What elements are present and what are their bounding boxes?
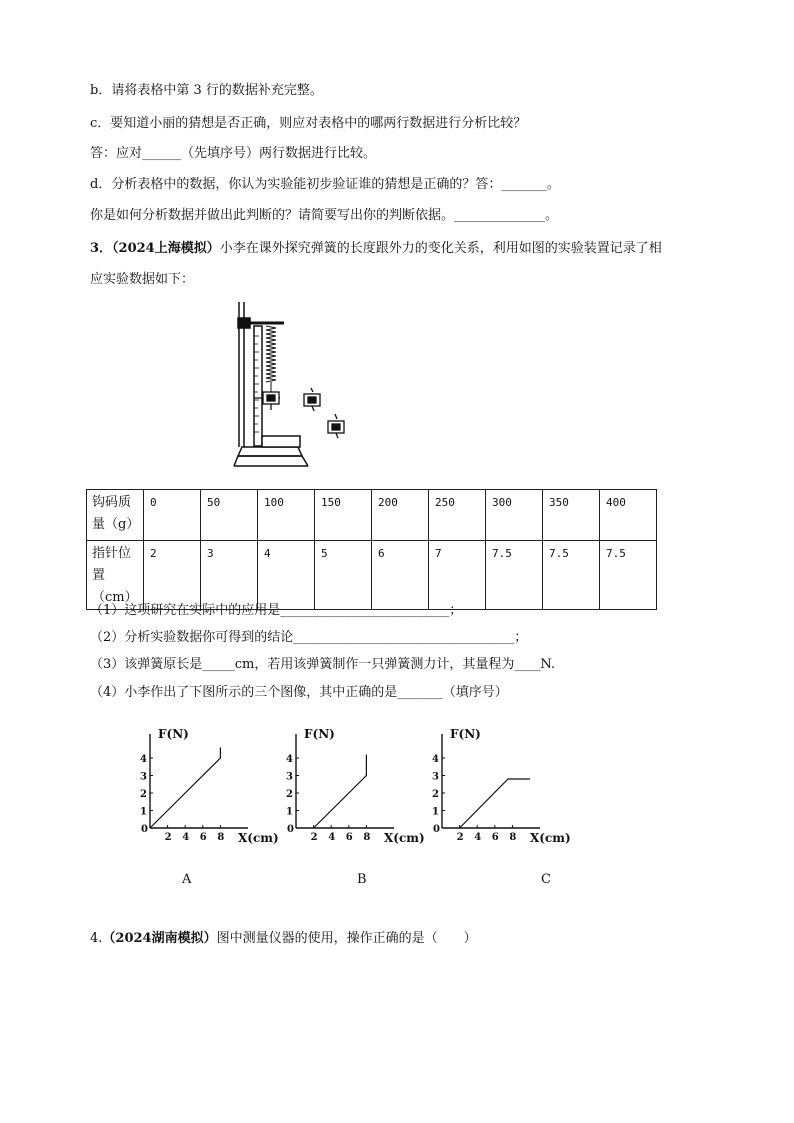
y-axis-label: F(N) bbox=[304, 727, 335, 741]
sub-question-1: （1）这项研究在实际中的应用是__________________________； bbox=[90, 603, 463, 618]
table-cell: 400 bbox=[600, 490, 657, 541]
y-tick-label: 1 bbox=[432, 806, 439, 818]
y-tick-label: 2 bbox=[286, 789, 293, 800]
y-tick-label: 2 bbox=[432, 789, 439, 800]
x-tick-label: 8 bbox=[509, 832, 517, 843]
table-header-mass: 钩码质量（g） bbox=[87, 490, 144, 541]
table-header-position: 指针位置（cm） bbox=[87, 541, 144, 610]
table-cell: 7.5 bbox=[543, 541, 600, 610]
y-axis-label: F(N) bbox=[450, 727, 481, 741]
table-cell: 3 bbox=[201, 541, 258, 610]
table-cell: 100 bbox=[258, 490, 315, 541]
question-c: c．要知道小丽的猜想是否正确，则应对表格中的哪两行数据进行分析比较？ bbox=[90, 116, 527, 131]
x-tick-label: 8 bbox=[363, 832, 371, 843]
question-4-source: （2024湖南模拟） bbox=[102, 931, 217, 946]
table-cell: 300 bbox=[486, 490, 543, 541]
graph-a bbox=[136, 724, 286, 848]
table-row bbox=[87, 490, 657, 541]
table-cell: 6 bbox=[372, 541, 429, 610]
table-cell: 5 bbox=[315, 541, 372, 610]
origin-label: 0 bbox=[287, 824, 294, 835]
table-cell: 7.5 bbox=[486, 541, 543, 610]
x-tick-label: 6 bbox=[345, 832, 353, 843]
question-3-number: 3． bbox=[90, 241, 113, 256]
y-tick-label: 2 bbox=[140, 789, 147, 800]
sub-question-4: （4）小李作出了下图所示的三个图像，其中正确的是_______（填序号） bbox=[90, 685, 508, 700]
question-3-line1 bbox=[90, 240, 662, 258]
x-tick-label: 4 bbox=[328, 832, 336, 843]
table-cell: 200 bbox=[372, 490, 429, 541]
answer-c: 答：应对______（先填序号）两行数据进行比较。 bbox=[90, 146, 377, 161]
series-line bbox=[314, 755, 367, 829]
y-tick-label: 3 bbox=[140, 771, 147, 783]
question-3-text: 小李在课外探究弹簧的长度跟外力的变化关系，利用如图的实验装置记录了相 bbox=[219, 241, 662, 256]
graph-c bbox=[428, 724, 578, 848]
sub-question-3: （3）该弹簧原长是_____cm，若用该弹簧制作一只弹簧测力计，其量程为____N. bbox=[90, 657, 556, 672]
question-b: b．请将表格中第 3 行的数据补充完整。 bbox=[90, 83, 323, 98]
y-tick-label: 3 bbox=[286, 771, 293, 783]
sub-question-2: （2）分析实验数据你可得到的结论__________________________________； bbox=[90, 630, 528, 645]
table-cell: 250 bbox=[429, 490, 486, 541]
x-axis-label: X(cm) bbox=[238, 831, 279, 845]
question-3-line2: 应实验数据如下： bbox=[90, 272, 195, 287]
table-cell: 7.5 bbox=[600, 541, 657, 610]
x-tick-label: 8 bbox=[217, 832, 225, 843]
graph-label-c: C bbox=[541, 872, 551, 887]
origin-label: 0 bbox=[141, 824, 148, 835]
x-tick-label: 2 bbox=[456, 832, 464, 843]
graph-label-b: B bbox=[357, 872, 367, 887]
table-cell: 4 bbox=[258, 541, 315, 610]
y-tick-label: 3 bbox=[432, 771, 439, 783]
table-cell: 150 bbox=[315, 490, 372, 541]
table-cell: 0 bbox=[144, 490, 201, 541]
y-tick-label: 1 bbox=[286, 806, 293, 818]
x-tick-label: 4 bbox=[474, 832, 482, 843]
question-how: 你是如何分析数据并做出此判断的？请简要写出你的判断依据。______________。 bbox=[90, 208, 559, 223]
y-tick-label: 4 bbox=[432, 754, 439, 765]
x-tick-label: 6 bbox=[199, 832, 207, 843]
question-4 bbox=[90, 930, 477, 948]
origin-label: 0 bbox=[433, 824, 440, 835]
x-tick-label: 6 bbox=[491, 832, 499, 843]
series-line bbox=[150, 748, 220, 829]
x-tick-label: 2 bbox=[310, 832, 318, 843]
x-axis-label: X(cm) bbox=[530, 831, 571, 845]
table-cell: 350 bbox=[543, 490, 600, 541]
question-d: d．分析表格中的数据，你认为实验能初步验证谁的猜想是正确的？答：_______。 bbox=[90, 177, 560, 192]
data-table bbox=[86, 489, 657, 610]
table-cell: 7 bbox=[429, 541, 486, 610]
y-tick-label: 1 bbox=[140, 806, 147, 818]
table-cell: 2 bbox=[144, 541, 201, 610]
question-4-number: 4. bbox=[90, 931, 103, 946]
x-axis-label: X(cm) bbox=[384, 831, 425, 845]
series-line bbox=[460, 779, 530, 828]
y-tick-label: 4 bbox=[286, 754, 293, 765]
question-3-source: （2024上海模拟） bbox=[112, 241, 220, 256]
x-tick-label: 4 bbox=[182, 832, 190, 843]
table-cell: 50 bbox=[201, 490, 258, 541]
graph-b bbox=[282, 724, 432, 848]
question-4-text: 图中测量仪器的使用，操作正确的是（ ） bbox=[216, 931, 477, 946]
y-axis-label: F(N) bbox=[158, 727, 189, 741]
y-tick-label: 4 bbox=[140, 754, 147, 765]
graph-label-a: A bbox=[182, 872, 192, 887]
table-row bbox=[87, 541, 657, 610]
spring-apparatus-figure bbox=[228, 296, 388, 472]
x-tick-label: 2 bbox=[164, 832, 172, 843]
